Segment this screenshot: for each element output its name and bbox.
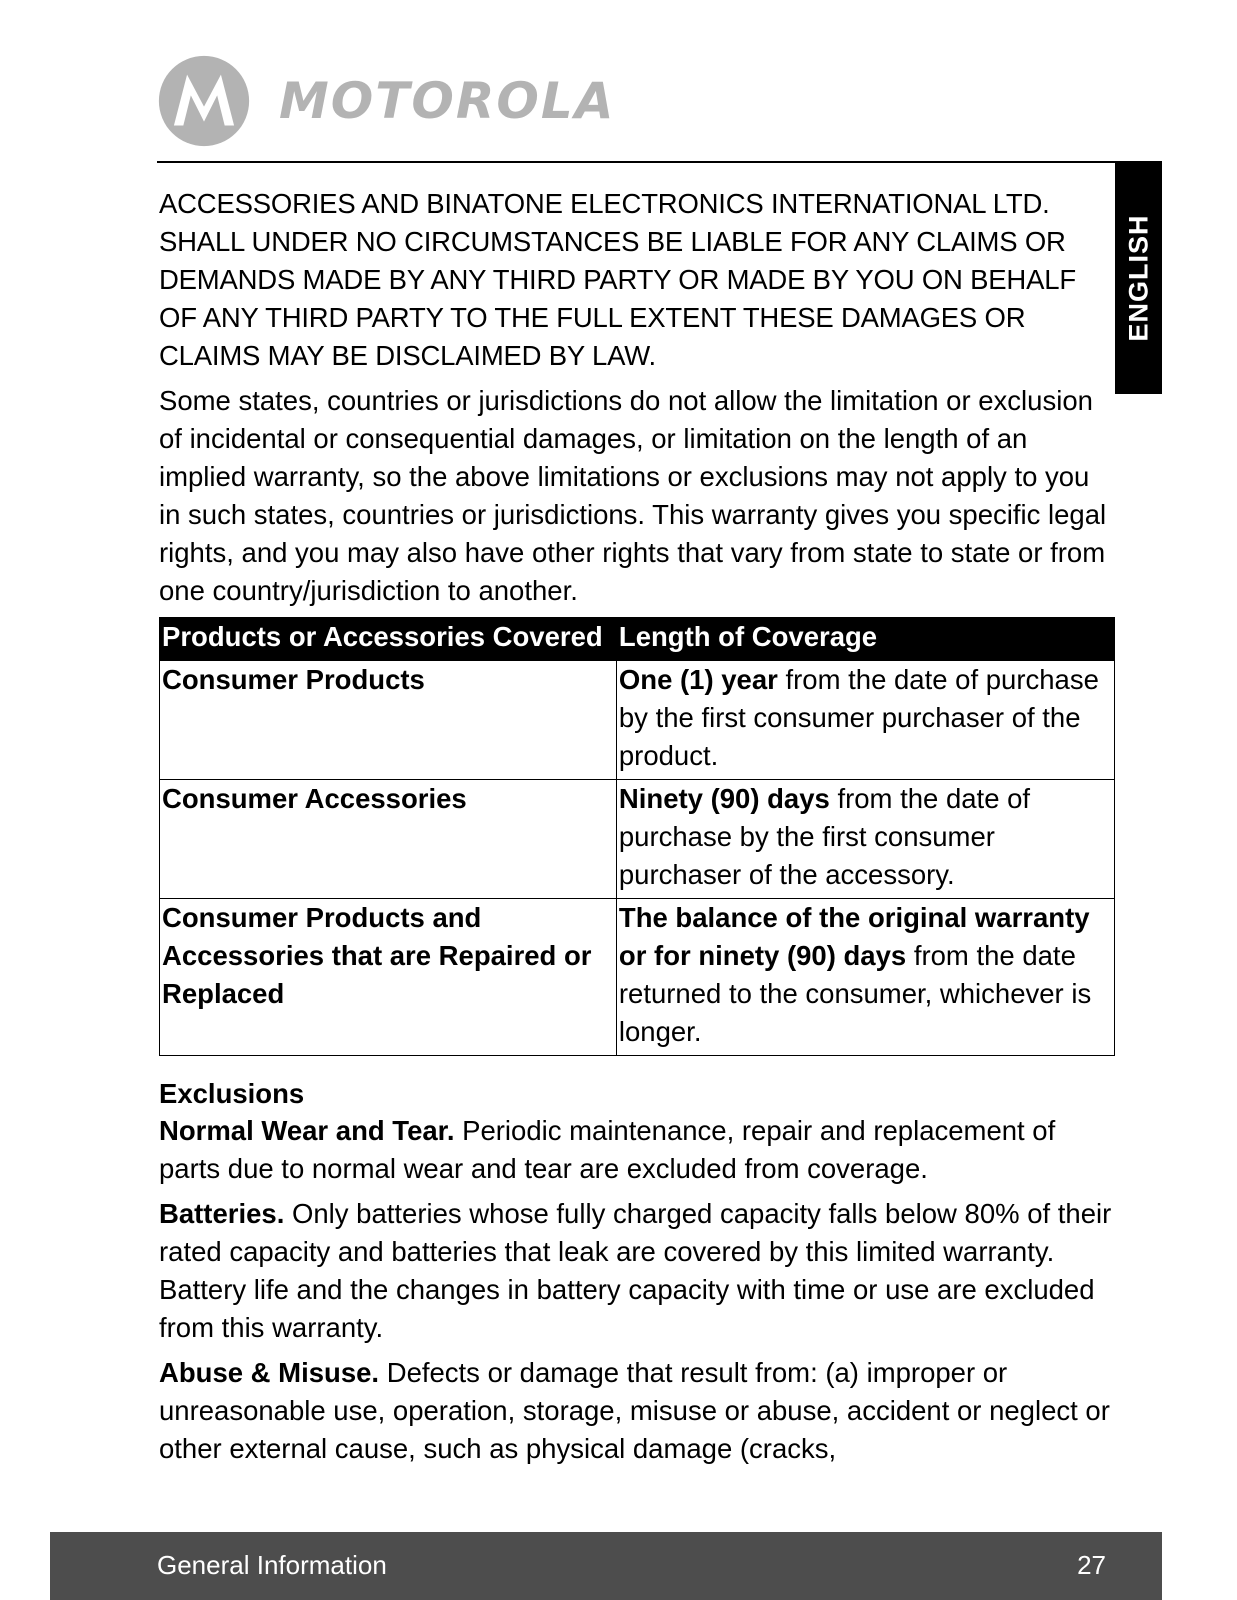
page-number: 27: [1077, 1550, 1106, 1580]
exclusion-title: Normal Wear and Tear.: [159, 1115, 455, 1146]
exclusion-text: Only batteries whose fully charged capacity falls below 80% of their rated capacity and batteries that leak are covered by this limited warranty. Battery life and the changes in battery capacity with time or use are excluded from this warranty.: [159, 1198, 1112, 1343]
motorola-batwing-icon: [157, 54, 251, 148]
page-footer: [50, 1532, 1162, 1600]
coverage-period: The balance of the original warranty or for ninety (90) days: [618, 902, 1090, 971]
coverage-detail: from the date returned to the consumer, whichever is longer.: [618, 940, 1092, 1047]
table-row: [160, 661, 1115, 780]
table-header-row: [160, 618, 1115, 661]
table-row: [160, 899, 1115, 1056]
language-tab: [1115, 162, 1162, 394]
coverage-detail: from the date of purchase by the first consumer purchaser of the accessory.: [618, 783, 1031, 890]
footer-section-title: General Information: [157, 1550, 387, 1580]
coverage-detail: from the date of purchase by the first consumer purchaser of the product.: [618, 664, 1099, 771]
coverage-period: Ninety (90) days: [618, 783, 830, 814]
brand-wordmark: MOTOROLA: [279, 72, 616, 130]
exclusion-title: Abuse & Misuse.: [159, 1357, 380, 1388]
exclusions-heading: Exclusions: [159, 1078, 305, 1109]
exclusion-text: Periodic maintenance, repair and replacement of parts due to normal wear and tear are excluded from coverage.: [159, 1115, 1056, 1184]
jurisdiction-paragraph: Some states, countries or jurisdictions do not allow the limitation or exclusion of incidental or consequential damages, or limitation on the length of an implied warranty, so the above limitations or exclusions may not apply to you in such states, countries or jurisdictions. This warranty gives you specific legal rights, and you may also have other rights that vary from state to state or from one country/jurisdiction to another.: [159, 385, 1107, 606]
exclusion-wear-tear: [159, 1112, 1117, 1188]
product-cell: Consumer Products and Accessories that are Repaired or Replaced: [160, 899, 617, 1056]
table-row: [160, 780, 1115, 899]
coverage-cell: [616, 661, 1114, 780]
column-header-products: Products or Accessories Covered: [160, 618, 617, 661]
exclusion-abuse-misuse: [159, 1354, 1117, 1468]
exclusion-title: Batteries.: [159, 1198, 285, 1229]
product-cell: Consumer Products: [160, 661, 617, 780]
page-content: [159, 185, 1117, 1475]
exclusion-batteries: [159, 1195, 1117, 1347]
coverage-cell: [616, 780, 1114, 899]
product-cell: Consumer Accessories: [160, 780, 617, 899]
column-header-coverage: Length of Coverage: [616, 618, 1114, 661]
coverage-period: One (1) year: [618, 664, 778, 695]
language-tab-label: ENGLISH: [1123, 214, 1153, 342]
header-rule: [157, 161, 1162, 163]
coverage-table: [159, 617, 1115, 1056]
motorola-logo: [157, 54, 615, 148]
coverage-cell: [616, 899, 1114, 1056]
liability-paragraph: ACCESSORIES AND BINATONE ELECTRONICS INTERNATIONAL LTD. SHALL UNDER NO CIRCUMSTANCES BE LIABLE FOR ANY CLAIMS OR DEMANDS MADE BY ANY THIRD PARTY OR MADE BY YOU ON BEHALF OF ANY THIRD PARTY TO THE FULL EXTENT THESE DAMAGES OR CLAIMS MAY BE DISCLAIMED BY LAW.: [159, 188, 1076, 371]
exclusion-text: Defects or damage that result from: (a) improper or unreasonable use, operation, storage, misuse or abuse, accident or neglect or other external cause, such as physical damage (cracks,: [159, 1357, 1110, 1464]
